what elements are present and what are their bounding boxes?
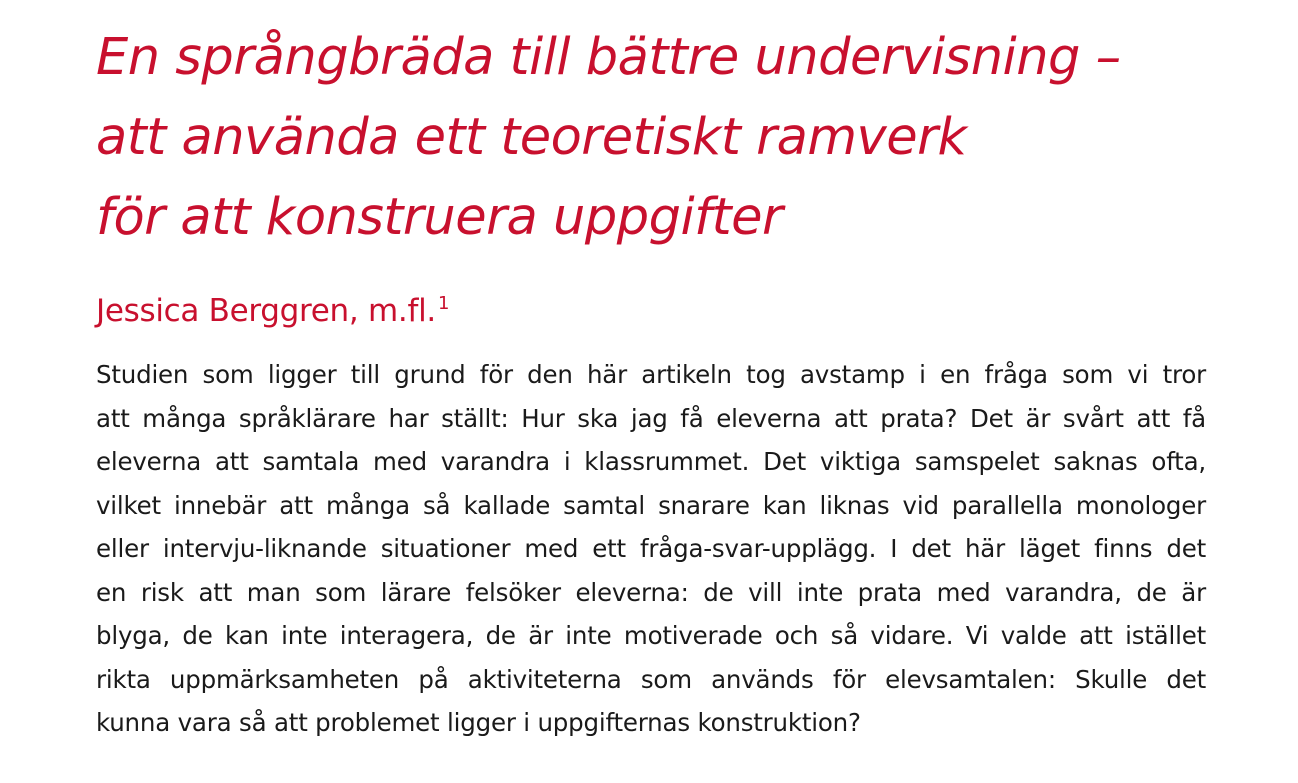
article-title bbox=[96, 18, 1206, 258]
body-line-7: blyga, de kan inte interagera, de är inte motiverade och så vidare. Vi valde att istället bbox=[96, 621, 1206, 650]
body-line-5: eller intervju-liknande situationer med ett fråga-svar-upplägg. I det här läget finns det bbox=[96, 534, 1206, 563]
body-line-6: en risk att man som lärare felsöker eleverna: de vill inte prata med varandra, de är bbox=[96, 577, 1206, 607]
body-line-9: kunna vara så att problemet ligger i uppgifternas konstruktion? bbox=[96, 708, 861, 737]
author-name: Jessica Berggren, m.fl. bbox=[96, 293, 436, 329]
body-line-4: vilket innebär att många så kallade samtal snarare kan liknas vid parallella monologer bbox=[96, 490, 1206, 520]
author-byline bbox=[96, 284, 1206, 331]
body-line-2: att många språklärare har ställt: Hur ska jag få eleverna att prata? Det är svårt att få bbox=[96, 403, 1206, 433]
title-line-1: En språngbräda till bättre undervisning – bbox=[96, 28, 1121, 87]
footnote-mark: 1 bbox=[437, 293, 450, 314]
body-paragraph bbox=[96, 353, 1206, 745]
title-line-3: för att konstruera uppgifter bbox=[96, 188, 783, 247]
title-line-2: att använda ett teoretiskt ramverk bbox=[96, 108, 967, 167]
body-line-8: rikta uppmärksamheten på aktiviteterna som används för elevsamtalen: Skulle det bbox=[96, 664, 1206, 694]
body-line-1: Studien som ligger till grund för den här artikeln tog avstamp i en fråga som vi tror bbox=[96, 360, 1206, 389]
article-page bbox=[96, 18, 1206, 745]
body-line-3: eleverna att samtala med varandra i klassrummet. Det viktiga samspelet saknas ofta, bbox=[96, 447, 1206, 476]
